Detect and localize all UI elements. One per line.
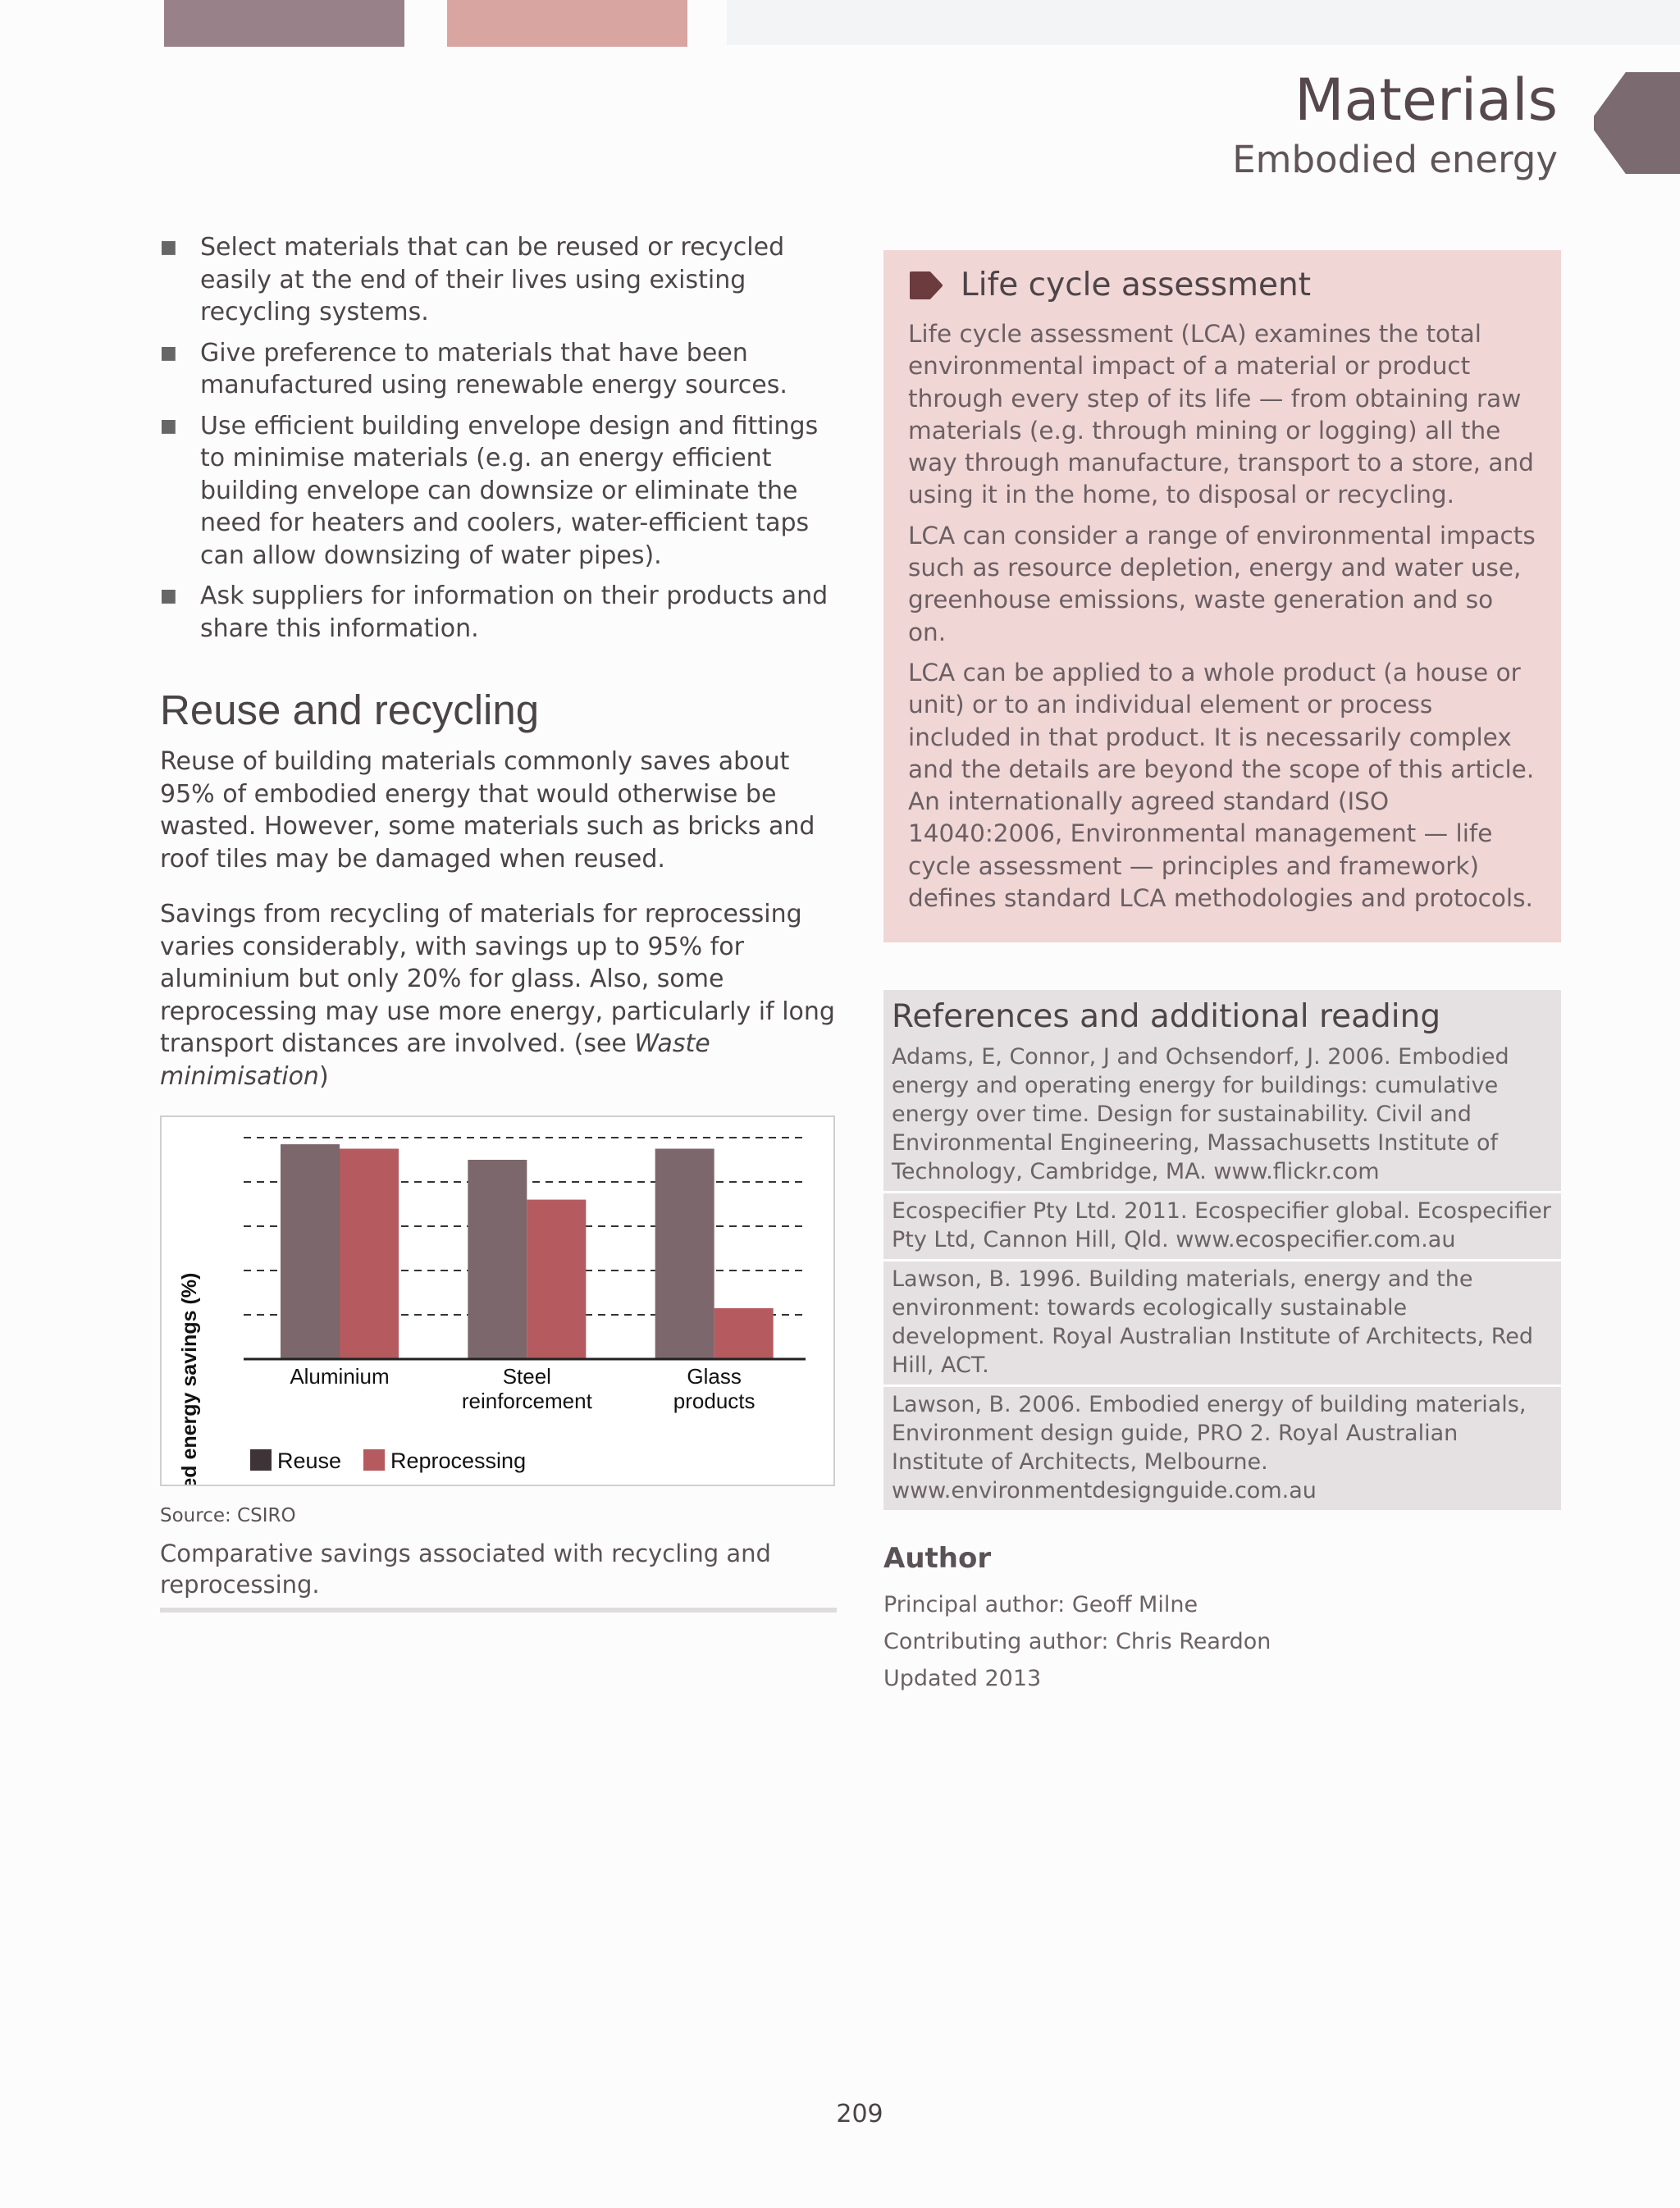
list-item bbox=[160, 231, 841, 329]
reuse-paragraph-2-text: Savings from recycling of materials for reprocessing varies considerably, with savings up to 95% for aluminium but only 20% for glass. Also, some reprocessing may use more energy, particularly if long transport distances are involved. (see bbox=[160, 900, 835, 1058]
reference-item: Adams, E, Connor, J and Ochsendorf, J. 2006. Embodied energy and operating energy for buildings: cumulative energy over time. Design for sustainability. Civil and Environmental Engineering, Massachusetts Institute of Technology, Cambridge, MA. www.flickr.com bbox=[883, 1042, 1561, 1191]
lca-heading bbox=[908, 267, 1536, 303]
figure-source: Source: CSIRO bbox=[160, 1505, 296, 1526]
page-title: Materials bbox=[1294, 66, 1558, 134]
header-tab-grey bbox=[727, 0, 1680, 45]
lca-paragraph: LCA can be applied to a whole product (a house or unit) or to an individual element or process included in that product. It is necessarily complex and the details are beyond the scope of this article. An internationally agreed standard (ISO 14040:2006, Environmental management — life cycle assessment — principles and framework) defines standard LCA methodologies and protocols. bbox=[908, 658, 1535, 913]
bullet-icon: ■ bbox=[160, 237, 177, 258]
lca-paragraph: Life cycle assessment (LCA) examines the total environmental impact of a material or product through every step of its life — from obtaining raw materials (e.g. through mining or logging) all the way through manufacture, transport to a store, and using it in the home, to disposal or recycling. bbox=[908, 320, 1534, 509]
figure-caption: Comparative savings associated with recycling and reprocessing. bbox=[160, 1540, 771, 1599]
legend-label: Reprocessing bbox=[390, 1448, 527, 1473]
bullet-list bbox=[160, 231, 841, 645]
list-item-text: Select materials that can be reused or recycled easily at the end of their lives using existing recycling systems. bbox=[200, 233, 785, 326]
chart-svg bbox=[162, 1117, 833, 1485]
updated-date: Updated 2013 bbox=[883, 1666, 1042, 1691]
bullet-icon: ■ bbox=[160, 586, 177, 606]
x-tick-label: Aluminium bbox=[290, 1364, 390, 1389]
bar-reuse-glass bbox=[655, 1149, 714, 1360]
left-column bbox=[160, 231, 841, 1115]
bullet-icon: ■ bbox=[160, 342, 177, 363]
reuse-paragraph-2 bbox=[160, 898, 841, 1093]
header-tab-mauve bbox=[164, 0, 404, 47]
list-item bbox=[160, 580, 841, 645]
waste-minimisation-reference: Waste minimisation bbox=[160, 1029, 710, 1091]
list-item-text: Ask suppliers for information on their products and share this information. bbox=[200, 582, 829, 643]
list-item bbox=[160, 410, 841, 573]
reference-item: Lawson, B. 1996. Building materials, energy and the environment: towards ecologically sustainable development. Royal Australian Institute of Architects, Red Hill, ACT. bbox=[883, 1261, 1561, 1385]
bullet-icon: ■ bbox=[160, 415, 177, 436]
contributing-author: Contributing author: Chris Reardon bbox=[883, 1629, 1271, 1654]
bar-reuse-steel bbox=[468, 1160, 527, 1359]
references-heading: References and additional reading bbox=[883, 990, 1561, 1042]
reference-item: Lawson, B. 2006. Embodied energy of building materials, Environment design guide, PRO 2. Royal Australian Institute of Architects, Melbourne. www.environmentdesignguide.com.au bbox=[883, 1387, 1561, 1510]
lca-paragraph: LCA can consider a range of environmental impacts such as resource depletion, energy and water use, greenhouse emissions, waste generation and so on. bbox=[908, 521, 1536, 646]
x-tick-label: reinforcement bbox=[461, 1389, 592, 1413]
lca-box bbox=[883, 250, 1561, 942]
reuse-paragraph-2-end: ) bbox=[318, 1061, 329, 1091]
bar-reprocessing-steel bbox=[527, 1200, 586, 1359]
legend-label: Reuse bbox=[277, 1448, 342, 1473]
author-heading: Author bbox=[883, 1542, 992, 1575]
tag-icon bbox=[908, 271, 943, 299]
y-axis-label: Embodied energy savings (%) bbox=[178, 1272, 201, 1485]
reuse-paragraph-1: Reuse of building materials commonly saves about 95% of embodied energy that would otherwise be wasted. However, some materials such as bricks and roof tiles may be damaged when reused. bbox=[160, 747, 815, 874]
list-item bbox=[160, 337, 841, 402]
page-subtitle: Embodied energy bbox=[1232, 138, 1558, 181]
section-heading-reuse: Reuse and recycling bbox=[160, 687, 540, 733]
list-item-text: Use efficient building envelope design and fittings to minimise materials (e.g. an energy efficient building envelope can downsize or eliminate the need for heaters and coolers, water-efficient taps can allow downsizing of water pipes). bbox=[200, 411, 819, 570]
x-tick-label: products bbox=[673, 1389, 756, 1413]
legend-swatch bbox=[363, 1449, 385, 1471]
list-item-text: Give preference to materials that have been manufactured using renewable energy sources. bbox=[200, 338, 788, 399]
energy-savings-chart bbox=[160, 1115, 835, 1486]
header-tab-pink bbox=[447, 0, 687, 47]
legend-swatch bbox=[250, 1449, 272, 1471]
principal-author: Principal author: Geoff Milne bbox=[883, 1592, 1198, 1617]
x-tick-label: Glass bbox=[687, 1364, 742, 1389]
author-block bbox=[883, 1542, 1271, 1697]
bar-reuse-aluminium bbox=[281, 1144, 340, 1359]
lca-heading-text: Life cycle assessment bbox=[961, 267, 1312, 303]
references-box bbox=[883, 990, 1561, 1510]
page-number: 209 bbox=[836, 2100, 883, 2128]
section-marker-icon bbox=[1594, 72, 1680, 174]
reference-item: Ecospecifier Pty Ltd. 2011. Ecospecifier global. Ecospecifier Pty Ltd, Cannon Hill, Qld. www.ecospecifier.com.au bbox=[883, 1193, 1561, 1259]
page-title-block bbox=[1232, 64, 1558, 184]
bar-reprocessing-aluminium bbox=[340, 1149, 399, 1360]
bar-reprocessing-glass bbox=[714, 1308, 774, 1359]
x-tick-label: Steel bbox=[502, 1364, 551, 1389]
caption-divider bbox=[160, 1608, 837, 1613]
